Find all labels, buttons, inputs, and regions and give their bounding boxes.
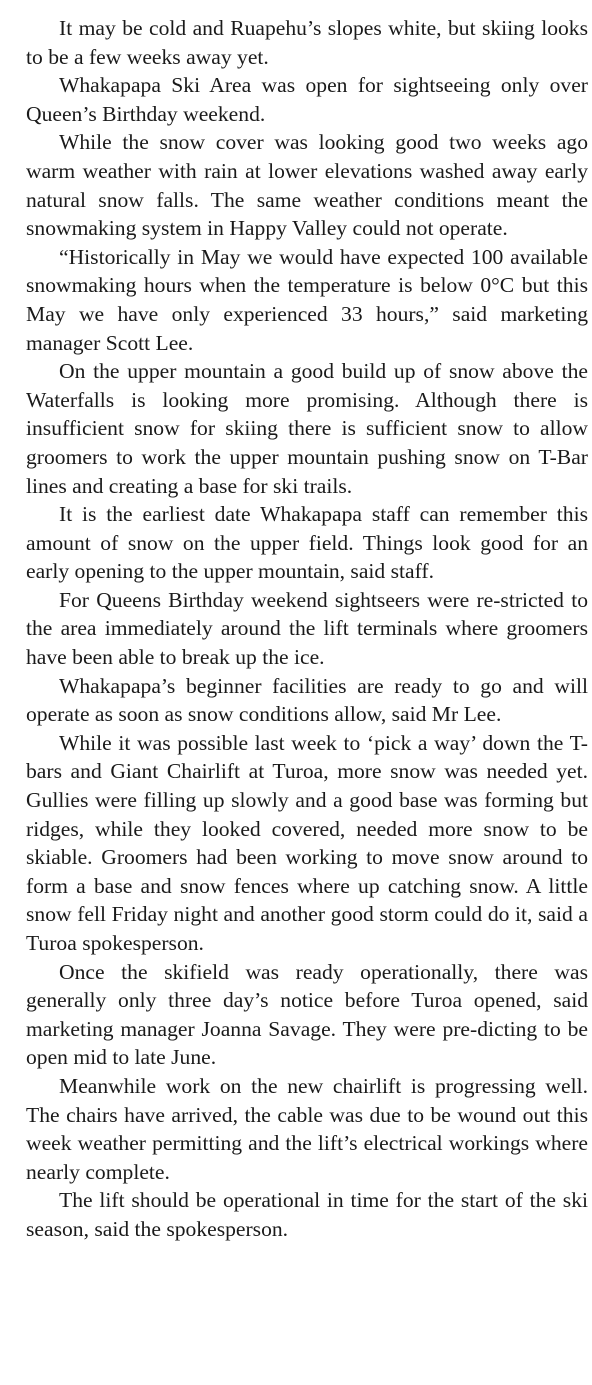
paragraph-1: It may be cold and Ruapehu’s slopes white, but skiing looks to be a few weeks away yet.: [26, 16, 588, 69]
paragraph-9: While it was possible last week to ‘pick a way’ down the T-bars and Giant Chairlift at Turoa, more snow was needed yet. Gullies were filling up slowly and a good base was forming but ridges, while they looked covered, needed more snow to be skiable. Groomers had been working to move snow around to form a base and snow fences where up catching snow. A little snow fell Friday night and another good storm could do it, said a Turoa spokesperson.: [26, 730, 588, 955]
paragraph-7: For Queens Birthday weekend sightseers were re-stricted to the area immediately around the lift terminals where groomers have been able to break up the ice.: [26, 587, 588, 670]
paragraph-11: Meanwhile work on the new chairlift is progressing well. The chairs have arrived, the cable was due to be wound out this week weather permitting and the lift’s electrical workings where nearly complete.: [26, 1073, 588, 1184]
paragraph-2: Whakapapa Ski Area was open for sightseeing only over Queen’s Birthday weekend.: [26, 73, 588, 126]
paragraph-8: Whakapapa’s beginner facilities are ready to go and will operate as soon as snow conditions allow, said Mr Lee.: [26, 673, 588, 727]
paragraph-10: Once the skifield was ready operationally, there was generally only three day’s notice before Turoa opened, said marketing manager Joanna Savage. They were pre-dicting to be open mid to late June.: [26, 959, 588, 1070]
paragraph-6: It is the earliest date Whakapapa staff can remember this amount of snow on the upper field. Things look good for an early opening to the upper mountain, said staff.: [26, 502, 588, 584]
paragraph-5: On the upper mountain a good build up of snow above the Waterfalls is looking more promising. Although there is insufficient snow for skiing there is sufficient snow to allow groomers to work the upper mountain pushing snow on T-Bar lines and creating a base for ski trails.: [26, 359, 588, 498]
paragraph-4: “Historically in May we would have expected 100 available snowmaking hours when the temperature is below 0°C but this May we have only experienced 33 hours,” said marketing manager Scott Lee.: [26, 244, 588, 355]
paragraph-12: The lift should be operational in time for the start of the ski season, said the spokesperson.: [26, 1188, 588, 1241]
paragraph-3: While the snow cover was looking good two weeks ago warm weather with rain at lower elevations washed away early natural snow falls. The same weather conditions meant the snowmaking system in Happy Valley could not operate.: [26, 130, 588, 241]
article-body: [26, 14, 588, 1244]
